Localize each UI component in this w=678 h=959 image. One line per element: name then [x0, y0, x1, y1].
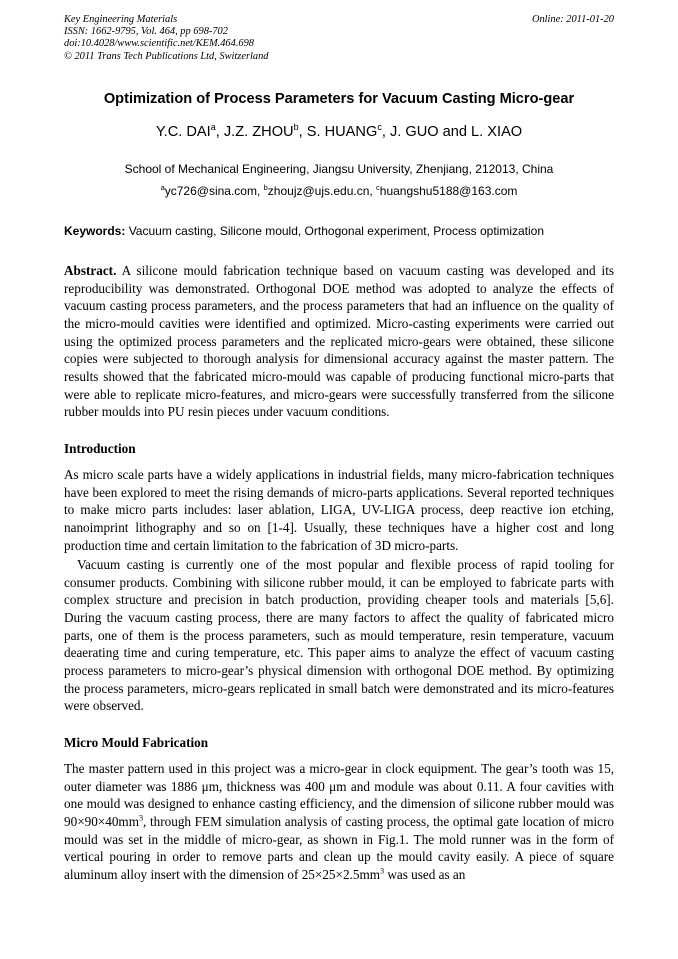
- abstract: [64, 262, 614, 421]
- journal-doi: doi:10.4028/www.scientific.net/KEM.464.698: [64, 38, 254, 50]
- author: Y.C. DAI: [155, 124, 211, 140]
- paper-title: Optimization of Process Parameters for Vacuum Casting Micro-gear: [103, 91, 575, 107]
- author-affil-mark: c: [377, 122, 382, 133]
- journal-copyright: © 2011 Trans Tech Publications Ltd, Switzerland: [64, 50, 269, 62]
- introduction-paragraph-2: Vacuum casting is currently one of the most popular and flexible process of rapid tooling for consumer products. Combining with silicone rubber mould, it can be employed to fabricate parts with complex structure and precision in batch production, providing cheaper tools and materials [5,6]. During the vacuum casting process, there are many factors to affect the quality of fabricated micro parts, one of them is the process parameters, such as mould temperature, resin temperature, vacuum deaerating time and curing temperature, etc. This paper aims to analyze the effect of vacuum casting process parameters to micro-gear’s physical dimension with orthogonal DOE method. By optimizing the process parameters, micro-gears replicated in small batch were demonstrated and its micro-features were observed.: [64, 557, 614, 714]
- keywords: [64, 224, 616, 238]
- abstract-text: A silicone mould fabrication technique based on vacuum casting was developed and its reproducibility was demonstrated. Orthogonal DOE method was adopted to analyze the effects of vacuum casting process parameters, and the process parameters that had an influence on the quality of the micro-mould cavities were identified and optimized. Micro-casting experiments were carried out using the optimized process parameters and the replicated micro-gears were obtained, these silicone copies were subjected to thorough analysis for dimensional accuracy against the master pattern. The results showed that the fabricated micro-mould was capable of producing functional micro-parts that were able to replicate micro-features, and micro-gears were successfully transferred from the silicone rubber moulds into PU resin pieces under vacuum conditions.: [64, 263, 614, 420]
- author: S. HUANG: [306, 124, 378, 140]
- section-heading-mould-fabrication: Micro Mould Fabrication: [64, 735, 209, 750]
- affiliation: School of Mechanical Engineering, Jiangsu University, Zhenjiang, 212013, China: [124, 162, 554, 176]
- email-mark: a: [160, 183, 165, 192]
- online-date: Online: 2011-01-20: [531, 14, 614, 25]
- introduction-paragraph-1: As micro scale parts have a widely applications in industrial fields, many micro-fabrication techniques have been explored to meet the rising demands of micro-parts applications. Several reported techniques to make micro parts includes: laser ablation, LIGA, UV-LIGA process, deep reactive ion etching, nanoimprint lithography and so on [1-4]. Usually, these techniques have a higher cost and long production time and certain limitation to the fabrication of 3D micro-parts.: [64, 467, 614, 553]
- mould-fabrication-paragraph: [64, 760, 614, 884]
- email-address[interactable]: zhoujz@ujs.edu.cn: [267, 184, 370, 198]
- author: J.Z. ZHOU: [223, 124, 294, 140]
- email-mark: b: [263, 183, 268, 192]
- mould-text: , through FEM simulation analysis of casting process, the optimal gate location of micro mould was set in the middle of micro-gear, as shown in Fig.1. The mold runner was in the form of vertical pouring in order to remove parts and clean up the mould cavity easily. A piece of square aluminum alloy insert with the dimension of 25×25×2.5mm: [64, 813, 614, 882]
- email-separator: ,: [256, 184, 264, 198]
- email-separator: ,: [369, 184, 377, 198]
- author-separator: ,: [298, 124, 307, 140]
- author: J. GUO and L. XIAO: [389, 124, 523, 140]
- author-separator: ,: [215, 124, 224, 140]
- author-affil-mark: b: [293, 122, 299, 133]
- author-separator: ,: [381, 124, 390, 140]
- mould-text: was used as an: [384, 866, 466, 882]
- journal-issn: ISSN: 1662-9795, Vol. 464, pp 698-702: [64, 26, 228, 38]
- keywords-label: Keywords:: [64, 224, 126, 238]
- superscript: 3: [379, 866, 385, 876]
- keywords-text: Vacuum casting, Silicone mould, Orthogonal experiment, Process optimization: [125, 224, 545, 238]
- author-list: [0, 124, 678, 140]
- email-mark: c: [376, 183, 380, 192]
- email-address[interactable]: huangshu5188@163.com: [379, 184, 518, 198]
- email-address[interactable]: yc726@sina.com: [164, 184, 257, 198]
- journal-header: [64, 14, 614, 63]
- mould-text: The master pattern used in this project was a micro-gear in clock equipment. The gear’s tooth was 15, outer diameter was 1886 μm, thickness was 400 μm and module was about 0.11. A four cavities with one mould was designed to enhance casting efficiency, and the dimension of silicone rubber mould was 90×90×40mm: [64, 761, 614, 829]
- section-heading-introduction: Introduction: [64, 441, 136, 456]
- abstract-label: Abstract.: [64, 263, 117, 278]
- superscript: 3: [138, 813, 144, 823]
- journal-name: Key Engineering Materials: [64, 14, 178, 25]
- email-list: [0, 184, 678, 198]
- author-affil-mark: a: [210, 122, 216, 133]
